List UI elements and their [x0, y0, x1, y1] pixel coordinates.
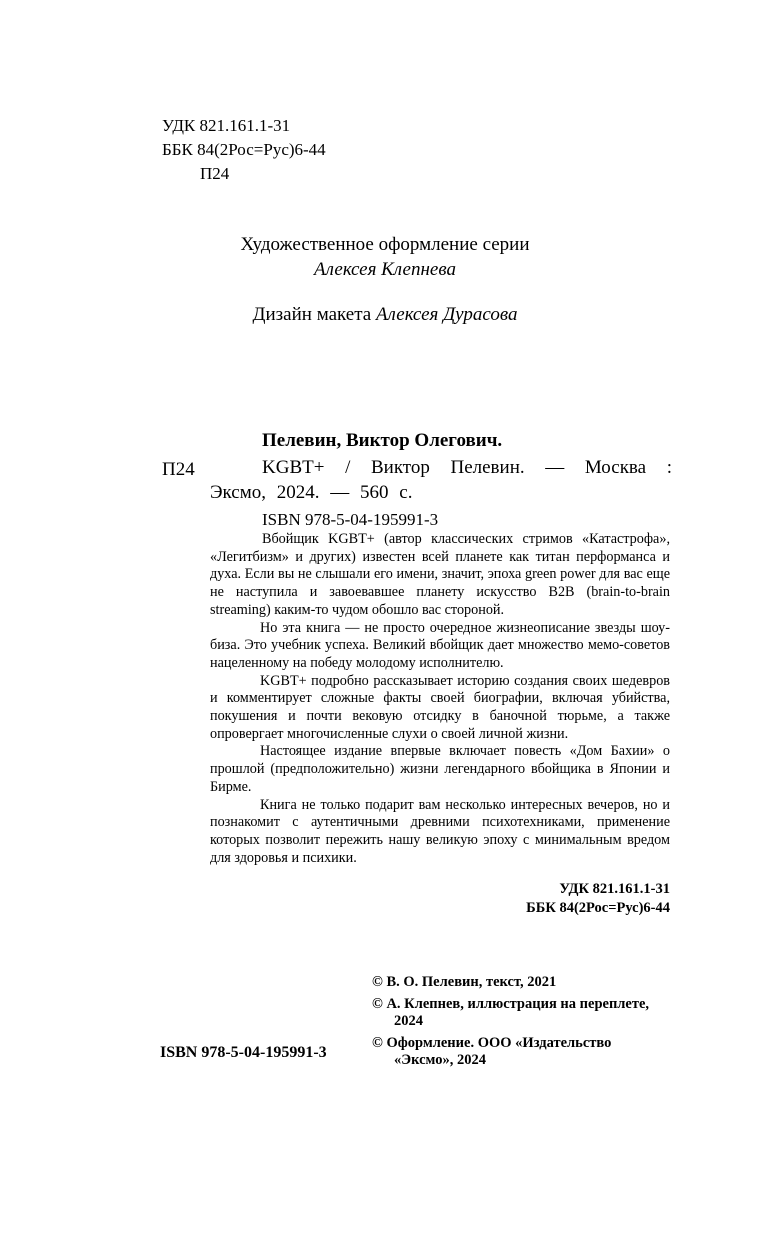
annotation-paragraph: KGBT+ подробно рассказывает историю создания своих шедевров и комментирует сложные факты своей биографии, включая убийства, покушения и почти вековую отсидку в баночной тюрьме, а также опровергает многочисленные слухи о своей личной жизни. [210, 672, 670, 742]
catalog-block [162, 114, 422, 186]
udk-code: УДК 821.161.1-31 [162, 116, 291, 135]
bbk-code-bottom: ББК 84(2Рос=Рус)6-44 [526, 900, 670, 916]
annotation-paragraph: Но эта книга — не просто очередное жизнеописание звезды шоу-биза. Это учебник успеха. Великий вбойщик дает множество мемо-советов нацеленному на победу молодому исполнителю. [210, 619, 670, 671]
layout-label: Дизайн макета [252, 304, 372, 325]
annotation-paragraph: Книга не только подарит вам несколько интересных вечеров, но и познакомит с аутентичными древними психотехниками, применение которых позволит пережить нашу великую эпоху с минимальным вредом для здоровья и психики. [210, 796, 670, 866]
cover-design-label: Художественное оформление серии [240, 234, 530, 255]
isbn-bottom: ISBN 978-5-04-195991-3 [160, 1044, 327, 1061]
udk-code-bottom: УДК 821.161.1-31 [559, 881, 670, 897]
copyright-block [372, 974, 672, 1069]
copyright-line: © В. О. Пелевин, текст, 2021 [372, 974, 557, 990]
cover-design-name: Алексея Клепнева [314, 259, 456, 280]
isbn-record: ISBN 978-5-04-195991-3 [262, 510, 439, 529]
layout-name: Алексея Дурасова [375, 304, 518, 325]
author-sign: П24 [200, 164, 230, 183]
bbk-code: ББК 84(2Рос=Рус)6-44 [162, 140, 326, 159]
layout-design-credit [160, 302, 610, 327]
author-heading: Пелевин, Виктор Олегович. [262, 430, 503, 451]
record-author-sign: П24 [162, 459, 195, 480]
classification-bottom [490, 880, 670, 918]
bibliographic-description: KGBT+ / Виктор Пелевин. — Москва : Эксмо, 2024. — 560 с. [210, 457, 672, 503]
cover-design-credit [160, 232, 610, 282]
copyright-line: © А. Клепнев, иллюстрация на переплете, 2024 [372, 996, 650, 1029]
annotation-paragraph: Настоящее издание впервые включает повесть «Дом Бахии» о прошлой (предположительно) жизни легендарного вбойщика в Японии и Бирме. [210, 743, 670, 795]
annotation [210, 531, 670, 867]
copyright-line: © Оформление. ООО «Издательство «Эксмо», 2024 [372, 1035, 612, 1068]
annotation-paragraph: Вбойщик KGBT+ (автор классических стримов «Катастрофа», «Легитбизм» и других) известен всей планете как титан перформанса и духа. Если вы не слышали его имени, значит, эпоха green power для вас еще не наступила и завоевавшее планету искусство B2B (brain-to-brain streaming) каким-то чудом обошло вас стороной. [210, 531, 670, 618]
